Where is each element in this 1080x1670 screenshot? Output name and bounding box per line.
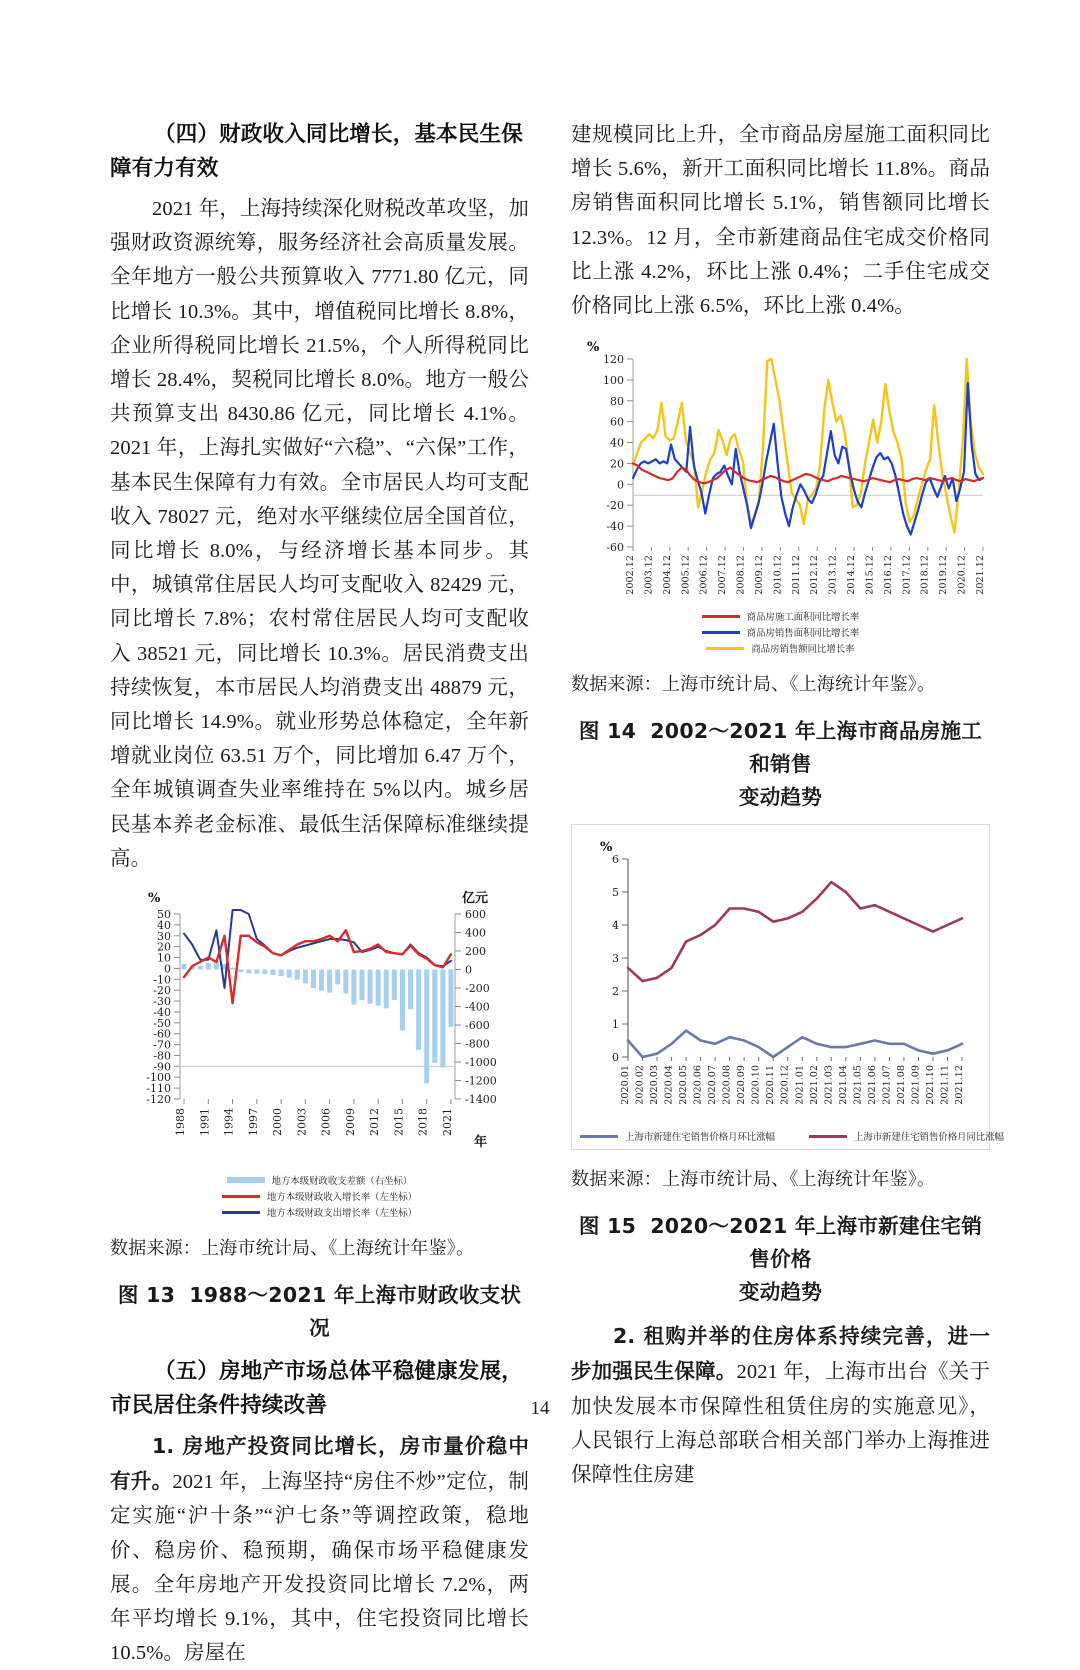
paragraph-construction-sales: 建规模同比上升，全市商品房屋施工面积同比增长 5.6%，新开工面积同比增长 11.8%。商品房销售面积同比增长 5.1%，销售额同比增长 12.3%。12 月，全市新建商品住宅成交价格同比上涨 4.2%，环比上涨 0.4%；二手住宅成交价格同比上涨 6.5%，环比上涨 0.4%。 bbox=[571, 124, 990, 318]
fig14-ytick: -60 bbox=[606, 541, 624, 555]
fig13-ytick: -50 bbox=[153, 1016, 171, 1030]
fig15-xtick: 2021.11 bbox=[939, 1065, 951, 1105]
legend-label-yoy: 上海市新建住宅销售价格月同比涨幅 bbox=[854, 1132, 1005, 1144]
fig14-ytick: 20 bbox=[610, 457, 624, 471]
fig15-xtick: 2021.07 bbox=[881, 1065, 893, 1105]
legend-swatch-sales-area bbox=[702, 631, 740, 634]
fig15-ytick: 0 bbox=[612, 1051, 619, 1065]
figure-14-caption-lead: 图 14 bbox=[578, 719, 637, 744]
fig13-bar bbox=[311, 970, 316, 989]
fig13-y2tick: -600 bbox=[465, 1019, 490, 1033]
figure-14-source: 数据来源：上海市统计局、《上海统计年鉴》。 bbox=[571, 674, 936, 695]
fig15-xtick: 2021.03 bbox=[823, 1065, 835, 1105]
fig14-ytick: 100 bbox=[603, 374, 624, 388]
fig13-bar bbox=[295, 970, 300, 980]
fig13-bar bbox=[198, 966, 203, 970]
fig15-xtick: 2021.01 bbox=[794, 1065, 806, 1105]
fig13-bar bbox=[408, 970, 413, 1010]
fig13-bar bbox=[359, 970, 364, 1001]
legend-label-mom: 上海市新建住宅销售价格月环比涨幅 bbox=[625, 1132, 776, 1144]
fig13-bar bbox=[384, 970, 389, 1009]
fig13-ytick: -10 bbox=[153, 973, 171, 987]
legend-item-balance bbox=[227, 1173, 413, 1187]
fig14-xtick: 2019.12 bbox=[938, 555, 950, 595]
fig14-ytick: 60 bbox=[610, 415, 624, 429]
paragraph-housing-lead: 2. 租购并举的住房体系持续完善，进一步加强民生保障。 bbox=[571, 1324, 990, 1384]
figure-15-caption-lead: 图 15 bbox=[578, 1214, 637, 1239]
fig13-y2tick: -1400 bbox=[465, 1093, 497, 1107]
legend-item-mom bbox=[580, 1129, 775, 1143]
fig13-y2tick: -400 bbox=[465, 1000, 490, 1014]
fig13-xtick: 2006 bbox=[319, 1108, 333, 1137]
figure-13-legend bbox=[110, 1173, 529, 1219]
fig14-xtick: 2013.12 bbox=[827, 555, 839, 595]
fig15-xtick: 2021.09 bbox=[910, 1065, 922, 1105]
figure-15-caption-line1: 2020～2021 年上海市新建住宅销售价格 bbox=[650, 1214, 983, 1272]
legend-item-construction-area bbox=[702, 609, 860, 623]
fig15-ytick: 3 bbox=[612, 952, 619, 966]
fig15-xtick: 2021.02 bbox=[808, 1065, 820, 1105]
fig15-xtick: 2021.05 bbox=[852, 1065, 864, 1105]
figure-14-caption-line2: 变动趋势 bbox=[738, 785, 823, 810]
figure-15-caption-line2: 变动趋势 bbox=[738, 1280, 823, 1305]
fig15-ytick: 2 bbox=[612, 985, 619, 999]
legend-swatch-sales-value bbox=[706, 647, 744, 650]
fig14-xtick: 2017.12 bbox=[901, 555, 913, 595]
fig13-bar bbox=[376, 970, 381, 1006]
fig15-xtick: 2020.04 bbox=[663, 1065, 675, 1105]
legend-swatch-construction-area bbox=[702, 615, 740, 618]
fig13-bar bbox=[254, 970, 259, 974]
fig13-bar bbox=[279, 970, 284, 976]
fig13-bar bbox=[271, 970, 276, 976]
fig13-bar bbox=[448, 970, 453, 1027]
legend-label-sales-area: 商品房销售面积同比增长率 bbox=[746, 628, 860, 640]
fig13-ytick: 50 bbox=[157, 908, 171, 922]
figure-13 bbox=[110, 884, 529, 1345]
legend-item-revenue bbox=[222, 1189, 417, 1203]
fig13-y2tick: 400 bbox=[465, 926, 486, 940]
figure-13-caption bbox=[110, 1279, 529, 1345]
paragraph-realestate-lead: 1. 房地产投资同比增长，房市量价稳中有升。 bbox=[110, 1434, 529, 1494]
fig14-xtick: 2016.12 bbox=[882, 555, 894, 595]
fig13-bar bbox=[343, 970, 348, 994]
fig13-bar bbox=[432, 970, 437, 1063]
fig14-ytick: 0 bbox=[617, 478, 624, 492]
fig14-ytick: 40 bbox=[610, 436, 624, 450]
fig13-xtick: 2012 bbox=[368, 1108, 382, 1137]
fig15-xtick: 2020.09 bbox=[736, 1065, 748, 1105]
figure-15 bbox=[571, 824, 1005, 1150]
fig13-xtick: 2015 bbox=[392, 1108, 406, 1137]
fig14-y-unit: % bbox=[587, 340, 600, 356]
fig13-xtick: 2009 bbox=[343, 1108, 357, 1137]
figure-15-caption bbox=[571, 1210, 990, 1309]
fig14-xtick: 2010.12 bbox=[772, 555, 784, 595]
fig15-xtick: 2021.12 bbox=[954, 1065, 965, 1105]
fig14-ytick: -40 bbox=[606, 520, 624, 534]
fig13-ytick: 20 bbox=[157, 940, 171, 954]
left-column bbox=[110, 118, 529, 1670]
fig13-bar bbox=[182, 964, 187, 970]
fig15-xtick: 2020.11 bbox=[765, 1065, 777, 1105]
paragraph-fiscal-revenue: 2021 年，上海持续深化财税改革攻坚，加强财政资源统筹，服务经济社会高质量发展。全年地方一般公共预算收入 7771.80 亿元，同比增长 10.3%。其中，增值税同比增长 8.8%，企业所得税同比增长 21.5%，个人所得税同比增长 28.4%，契税同比增长 8.0%。地方一般公共预算支出 8430.86 亿元，同比增长 4.1%。2021 年，上海扎实做好“六稳”、“六保”工作，基本民生保障有力有效。全市居民人均可支配收入 78027 元，绝对水平继续位居全国首位，同比增长 8.0%，与经济增长基本同步。其中，城镇常住居民人均可支配收入 82429 元，同比增长 7.8%；农村常住居民人均可支配收入 38521 元，同比增长 10.3%。居民消费支出持续恢复，本市居民人均消费支出 48879 元，同比增长 14.9%。就业形势总体稳定，全年新增就业岗位 63.51 万个，同比增加 6.47 万个，全年城镇调查失业率维持在 5%以内。城乡居民基本养老金标准、最低生活保障标准继续提高。 bbox=[110, 198, 529, 870]
fig13-bar bbox=[246, 970, 251, 974]
fig14-xtick: 2003.12 bbox=[643, 555, 655, 595]
fig15-line bbox=[628, 882, 962, 981]
fig13-bar bbox=[424, 970, 429, 1084]
figure-14-caption-line1: 2002～2021 年上海市商品房施工和销售 bbox=[650, 719, 983, 777]
fig13-bar bbox=[416, 970, 421, 1050]
fig15-svg bbox=[580, 835, 980, 1125]
fig13-ytick: -30 bbox=[153, 995, 171, 1009]
fig13-y2tick: 200 bbox=[465, 945, 486, 959]
figure-13-source: 数据来源：上海市统计局、《上海统计年鉴》。 bbox=[110, 1238, 475, 1259]
fig13-ytick: -60 bbox=[153, 1027, 171, 1041]
fig13-ytick: -120 bbox=[146, 1093, 171, 1107]
legend-swatch-revenue bbox=[222, 1195, 260, 1198]
fig13-ytick: -110 bbox=[146, 1082, 171, 1096]
fig13-ytick: 10 bbox=[157, 951, 171, 965]
legend-swatch-balance bbox=[227, 1177, 265, 1183]
fig13-bar bbox=[400, 970, 405, 1031]
fig13-bar bbox=[230, 968, 235, 970]
figure-15-source: 数据来源：上海市统计局、《上海统计年鉴》。 bbox=[571, 1169, 936, 1190]
fig13-y2-unit: 亿元 bbox=[462, 891, 489, 907]
fig15-ytick: 4 bbox=[612, 919, 619, 933]
figure-13-caption-lead: 图 13 bbox=[117, 1283, 176, 1308]
fig13-xtick: 1997 bbox=[246, 1108, 260, 1137]
legend-item-yoy bbox=[809, 1129, 1004, 1143]
legend-item-expenditure bbox=[222, 1205, 417, 1219]
fig13-y2tick: -1000 bbox=[465, 1056, 497, 1070]
paragraph-realestate-investment bbox=[110, 1429, 529, 1670]
fig13-xtick: 2003 bbox=[295, 1108, 309, 1137]
fig13-bar bbox=[303, 970, 308, 984]
fig13-y2tick: -200 bbox=[465, 982, 490, 996]
legend-item-sales-value bbox=[706, 641, 854, 655]
fig15-xtick: 2020.08 bbox=[721, 1065, 733, 1105]
figure-14-legend bbox=[571, 609, 990, 655]
fig13-xtick: 2018 bbox=[416, 1108, 430, 1137]
figure-13-chart bbox=[110, 884, 529, 1169]
fig15-xtick: 2021.06 bbox=[866, 1065, 878, 1105]
fig13-xtick: 1994 bbox=[222, 1108, 236, 1137]
legend-label-expenditure: 地方本级财政支出增长率（左坐标） bbox=[266, 1208, 417, 1220]
fig13-bar bbox=[392, 970, 397, 1001]
legend-label-revenue: 地方本级财政收入增长率（左坐标） bbox=[266, 1192, 417, 1204]
fig15-xtick: 2021.04 bbox=[837, 1065, 849, 1105]
fig13-bar bbox=[351, 970, 356, 1005]
fig15-xtick: 2021.08 bbox=[895, 1065, 907, 1105]
fig15-xtick: 2020.02 bbox=[634, 1065, 646, 1105]
fig14-xtick: 2014.12 bbox=[846, 555, 858, 595]
paragraph-housing-rest: 2021 年，上海市出台《关于加快发展本市保障性租赁住房的实施意见》，人民银行上海总部联合相关部门举办上海推进保障性住房建 bbox=[571, 1361, 990, 1487]
fig13-xtick: 1991 bbox=[198, 1108, 212, 1137]
two-column-layout bbox=[110, 118, 1005, 1670]
right-column bbox=[571, 118, 1005, 1670]
figure-13-caption-text: 1988～2021 年上海市财政收支状况 bbox=[189, 1283, 522, 1341]
fig15-xtick: 2021.10 bbox=[925, 1065, 936, 1105]
fig13-ytick: 30 bbox=[157, 929, 171, 943]
fig13-bar bbox=[262, 970, 267, 975]
fig13-bar bbox=[238, 970, 243, 973]
legend-swatch-expenditure bbox=[222, 1211, 260, 1214]
figure-15-legend bbox=[580, 1129, 1005, 1144]
fig15-y-unit: % bbox=[600, 840, 613, 856]
fig14-xtick: 2018.12 bbox=[919, 555, 931, 595]
fig14-xtick: 2007.12 bbox=[717, 555, 729, 595]
fig13-ytick: -80 bbox=[153, 1049, 171, 1063]
fig14-xtick: 2004.12 bbox=[661, 555, 673, 595]
fig14-svg bbox=[571, 337, 990, 605]
fig13-xtick: 1988 bbox=[174, 1108, 187, 1137]
fig14-xtick: 2015.12 bbox=[864, 555, 876, 595]
legend-item-sales-area bbox=[702, 625, 860, 639]
section-heading-five: （五）房地产市场总体平稳健康发展，市民居住条件持续改善 bbox=[110, 1359, 523, 1419]
fig15-line bbox=[628, 1031, 962, 1057]
fig15-xtick: 2020.01 bbox=[620, 1065, 631, 1105]
fig15-xtick: 2020.07 bbox=[707, 1065, 719, 1105]
fig14-xtick: 2012.12 bbox=[809, 555, 821, 595]
fig14-ytick: 80 bbox=[610, 394, 624, 408]
fig15-ytick: 5 bbox=[612, 886, 619, 900]
legend-label-construction-area: 商品房施工面积同比增长率 bbox=[746, 612, 860, 624]
fig13-bar bbox=[368, 970, 373, 1004]
fig14-ytick: 120 bbox=[603, 353, 624, 367]
fig13-y-unit: % bbox=[148, 891, 161, 907]
fig14-ytick: -20 bbox=[606, 499, 624, 513]
fig13-bar bbox=[335, 970, 340, 985]
fig14-xtick: 2005.12 bbox=[680, 555, 692, 595]
fig15-ytick: 1 bbox=[612, 1018, 619, 1032]
fig15-xtick: 2020.10 bbox=[750, 1065, 762, 1105]
fig13-ytick: -40 bbox=[153, 1006, 171, 1020]
fig13-y2tick: -800 bbox=[465, 1037, 490, 1051]
fig13-ytick: 0 bbox=[164, 962, 171, 976]
figure-14-caption bbox=[571, 715, 990, 814]
fig13-bar bbox=[440, 970, 445, 1068]
fig13-bar bbox=[206, 963, 211, 969]
fig13-ytick: -100 bbox=[146, 1071, 171, 1085]
legend-label-balance: 地方本级财政收支差额（右坐标） bbox=[271, 1176, 413, 1188]
fig14-xtick: 2009.12 bbox=[753, 555, 765, 595]
fig14-xtick: 2006.12 bbox=[698, 555, 710, 595]
fig14-xtick: 2021.12 bbox=[975, 555, 986, 595]
fig15-xtick: 2020.03 bbox=[649, 1065, 660, 1105]
fig13-ytick: -20 bbox=[153, 984, 171, 998]
section-heading-four: （四）财政收入同比增长，基本民生保障有力有效 bbox=[110, 122, 523, 181]
fig13-bar bbox=[327, 970, 332, 993]
fig14-xtick: 2008.12 bbox=[735, 555, 747, 595]
fig15-xtick: 2020.06 bbox=[692, 1065, 704, 1105]
fig13-x-unit: 年 bbox=[474, 1135, 488, 1151]
fig13-bar bbox=[319, 970, 324, 991]
fig13-xtick: 2021 bbox=[441, 1108, 454, 1137]
fig13-ytick: 40 bbox=[157, 918, 171, 932]
fig13-y2tick: 600 bbox=[465, 908, 486, 922]
fig15-xtick: 2020.12 bbox=[779, 1065, 791, 1105]
fig13-y2tick: 0 bbox=[465, 963, 472, 977]
figure-14 bbox=[571, 337, 990, 814]
fig14-xtick: 2002.12 bbox=[625, 555, 636, 595]
fig14-xtick: 2020.12 bbox=[956, 555, 968, 595]
fig13-xtick: 2000 bbox=[271, 1108, 285, 1137]
paragraph-realestate-rest: 2021 年，上海坚持“房住不炒”定位，制定实施“沪十条”“沪七条”等调控政策，稳地价、稳房价、稳预期，确保市场平稳健康发展。全年房地产开发投资同比增长 7.2%，两年平均增长 9.1%，其中，住宅投资同比增长 10.5%。房屋在 bbox=[110, 1471, 529, 1665]
page-number: 14 bbox=[530, 1398, 550, 1419]
fig13-ytick: -90 bbox=[153, 1060, 171, 1074]
fig15-ytick: 6 bbox=[612, 853, 619, 867]
legend-swatch-yoy bbox=[809, 1135, 847, 1138]
fig13-bar bbox=[287, 970, 292, 978]
fig15-xtick: 2020.05 bbox=[678, 1065, 690, 1105]
fig14-xtick: 2011.12 bbox=[790, 555, 802, 595]
figure-15-chart bbox=[580, 835, 981, 1125]
legend-swatch-mom bbox=[580, 1135, 618, 1138]
figure-14-chart bbox=[571, 337, 990, 605]
fig13-y2tick: -1200 bbox=[465, 1074, 497, 1088]
fig13-ytick: -70 bbox=[153, 1038, 171, 1052]
fig13-svg bbox=[110, 884, 529, 1169]
fig14-line bbox=[633, 359, 983, 532]
legend-label-sales-value: 商品房销售额同比增长率 bbox=[751, 644, 855, 656]
